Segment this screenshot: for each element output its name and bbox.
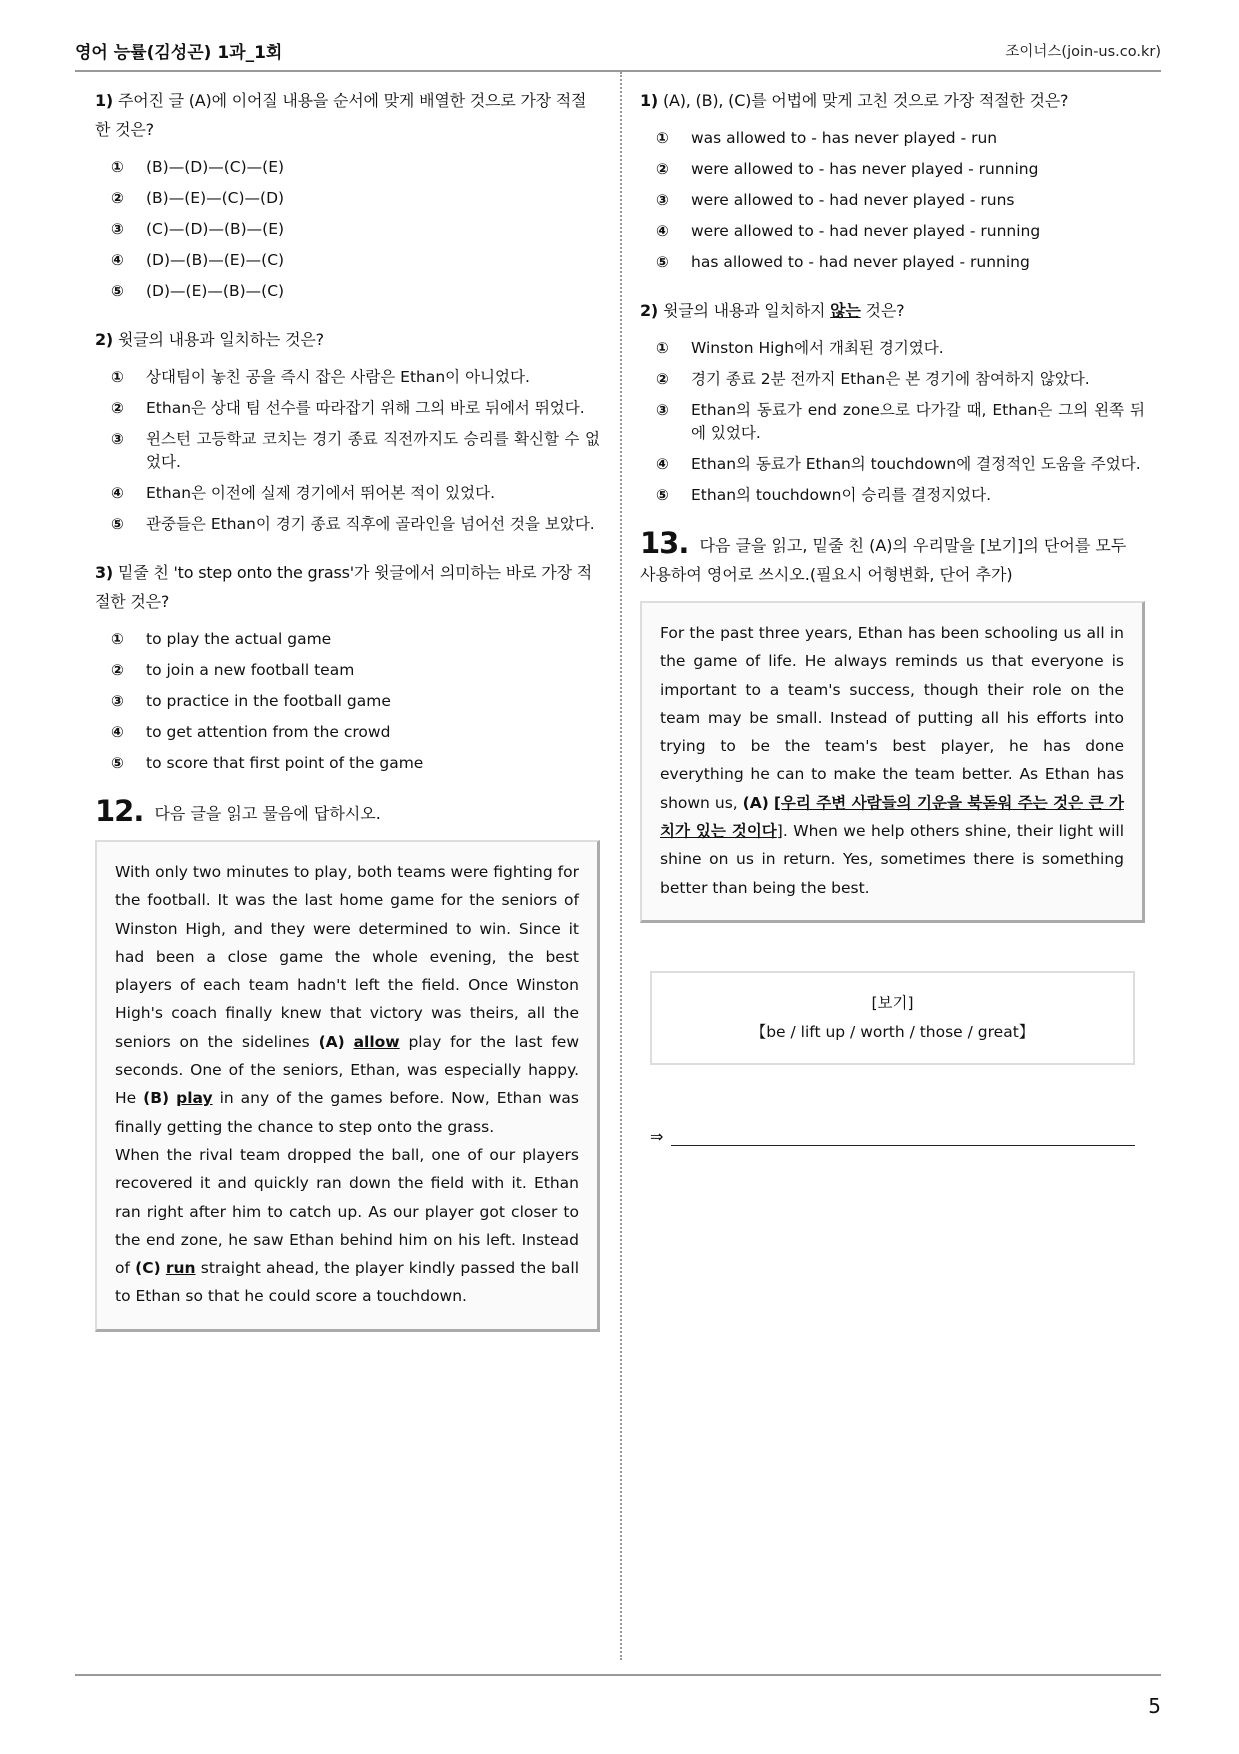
option-text: Ethan의 동료가 end zone으로 다가갈 때, Ethan은 그의 왼쪽 뒤에 있었다. [691, 401, 1145, 442]
question-number: 3) [95, 563, 114, 582]
option-number: ④ [656, 222, 669, 240]
option[interactable] [111, 428, 600, 474]
question-number: 2) [95, 330, 114, 349]
option-text: has allowed to - had never played - running [691, 253, 1030, 271]
option-text: 경기 종료 2분 전까지 Ethan은 본 경기에 참여하지 않았다. [691, 370, 1090, 388]
section-number: 12. [95, 794, 144, 828]
option-text: to practice in the football game [146, 692, 391, 710]
option[interactable] [111, 397, 600, 420]
option-text: (D)—(B)—(E)—(C) [146, 251, 285, 269]
option[interactable] [656, 220, 1145, 243]
question-text: (A), (B), (C)를 어법에 맞게 고친 것으로 가장 적절한 것은? [662, 91, 1069, 110]
emphasis-word: 않는 [830, 301, 861, 320]
arrow-icon: ⇒ [650, 1126, 664, 1146]
question-number: 1) [95, 91, 114, 110]
option-number: ③ [111, 220, 124, 238]
option-text: (C)—(D)—(B)—(E) [146, 220, 285, 238]
section-13-heading [640, 526, 1145, 589]
option[interactable] [111, 249, 600, 272]
option-text: were allowed to - had never played - runs [691, 191, 1015, 209]
option-number: ① [111, 630, 124, 648]
question-text: 윗글의 내용과 일치하는 것은? [117, 330, 324, 349]
option[interactable] [656, 251, 1145, 274]
option-number: ④ [111, 251, 124, 269]
underlined-word-c: run [165, 1259, 196, 1278]
option[interactable] [111, 280, 600, 303]
option-text: (B)—(E)—(C)—(D) [146, 189, 285, 207]
question-text: 밑줄 친 'to step onto the grass'가 윗글에서 의미하는 바로 가장 적절한 것은? [95, 563, 592, 611]
option-number: ⑤ [111, 282, 124, 300]
option-number: ① [111, 158, 124, 176]
answer-line[interactable] [671, 1127, 1135, 1146]
option[interactable] [656, 453, 1145, 476]
question-number: 2) [640, 301, 659, 320]
answer-field[interactable] [650, 1127, 1135, 1146]
option[interactable] [656, 399, 1145, 445]
question-number: 1) [640, 91, 659, 110]
option[interactable] [656, 337, 1145, 360]
option[interactable] [111, 690, 600, 713]
underlined-korean-phrase: [우리 주변 사람들의 기운을 북돋워 주는 것은 큰 가치가 있는 것이다 [660, 793, 1124, 841]
question-2 [640, 296, 1145, 325]
option[interactable] [656, 484, 1145, 507]
section-12-heading [95, 794, 600, 828]
blank-marker-a: (A) [742, 793, 769, 812]
option-number: ② [656, 160, 669, 178]
option-text: Ethan의 touchdown이 승리를 결정지었다. [691, 486, 992, 504]
option[interactable] [111, 513, 600, 536]
blank-marker-c: (C) [135, 1259, 161, 1278]
option-text: to get attention from the crowd [146, 723, 391, 741]
options-list [95, 628, 600, 775]
option-number: ③ [656, 401, 669, 419]
option-number: ② [111, 189, 124, 207]
option-text: (B)—(D)—(C)—(E) [146, 158, 285, 176]
option-number: ① [656, 339, 669, 357]
question-2 [95, 325, 600, 354]
option[interactable] [111, 187, 600, 210]
option-number: ③ [656, 191, 669, 209]
right-column [640, 86, 1145, 1146]
option-text: to join a new football team [146, 661, 355, 679]
option-text: 관중들은 Ethan이 경기 종료 직후에 골라인을 넘어선 것을 보았다. [146, 515, 595, 533]
option[interactable] [111, 628, 600, 651]
page-number: 5 [1148, 1694, 1161, 1718]
option-number: ⑤ [656, 253, 669, 271]
option[interactable] [111, 721, 600, 744]
option[interactable] [111, 218, 600, 241]
question-1 [95, 86, 600, 144]
options-list [640, 127, 1145, 274]
option-number: ④ [111, 723, 124, 741]
option-text: Ethan은 상대 팀 선수를 따라잡기 위해 그의 바로 뒤에서 뛰었다. [146, 399, 585, 417]
passage-text: play for the last few seconds. One of the seniors, Ethan, was especially happy. He [115, 1032, 579, 1108]
section-number: 13. [640, 526, 689, 560]
passage-text: in any of the games before. Now, Ethan was finally getting the chance to step onto the grass. [115, 1089, 580, 1136]
header-title: 영어 능률(김성곤) 1과_1회 [75, 43, 283, 63]
option-number: ⑤ [656, 486, 669, 504]
blank-marker-b: (B) [143, 1089, 170, 1108]
section-instruction: 다음 글을 읽고, 밑줄 친 (A)의 우리말을 [보기]의 단어를 모두 사용하여 영어로 쓰시오.(필요시 어형변화, 단어 추가) [640, 536, 1127, 584]
option-number: ⑤ [111, 515, 124, 533]
passage-text: When the rival team dropped the ball, one of our players recovered it and quickly ran down the field with it. Ethan ran right after him to catch up. As our player got closer to the end zone, he saw Ethan behind him on his left. Instead of [115, 1145, 579, 1278]
question-1 [640, 86, 1145, 115]
question-text: 것은? [860, 301, 905, 320]
passage-text: For the past three years, Ethan has been schooling us all in the game of life. He always reminds us that everyone is important to a team's success, though their role on the team may be small. Instead of putting all his efforts into trying to be the team's best player, he has done everything he can to make the team better. As Ethan has shown us, [660, 624, 1124, 812]
header-site: 조이너스(join-us.co.kr) [1005, 44, 1161, 60]
option-number: ③ [111, 692, 124, 710]
passage-text: straight ahead, the player kindly passed the ball to Ethan so that he could score a touchdown. [115, 1259, 579, 1306]
option[interactable] [656, 158, 1145, 181]
option[interactable] [111, 156, 600, 179]
option-text: (D)—(E)—(B)—(C) [146, 282, 285, 300]
option-text: were allowed to - had never played - running [691, 222, 1041, 240]
option-number: ④ [111, 484, 124, 502]
option-text: were allowed to - has never played - running [691, 160, 1039, 178]
option[interactable] [111, 752, 600, 775]
option-number: ③ [111, 430, 124, 448]
question-text: 주어진 글 (A)에 이어질 내용을 순서에 맞게 배열한 것으로 가장 적절한 것은? [95, 91, 587, 139]
reading-passage-12 [95, 840, 600, 1332]
reading-passage-13 [640, 601, 1145, 923]
column-divider [620, 72, 622, 1660]
option[interactable] [656, 189, 1145, 212]
underlined-word-b: play [176, 1089, 213, 1108]
option-text: to play the actual game [146, 630, 332, 648]
passage-text: With only two minutes to play, both teams were fighting for the football. It was the last home game for the seniors of Winston High, and they were determined to win. Since it had been a close game the whole evening, the best players of each team hadn't left the field. Once Winston High's coach finally knew that victory was theirs, all the seniors on the sidelines [115, 863, 579, 1051]
options-list [95, 366, 600, 536]
footer-rule [75, 1674, 1161, 1676]
question-3 [95, 558, 600, 616]
option-text: 윈스턴 고등학교 코치는 경기 종료 직전까지도 승리를 확신할 수 없었다. [146, 430, 600, 471]
option-text: Ethan은 이전에 실제 경기에서 뛰어본 적이 있었다. [146, 484, 496, 502]
option[interactable] [111, 366, 600, 389]
word-bank-label: [보기] [871, 993, 914, 1012]
word-bank-box [650, 971, 1135, 1065]
option[interactable] [111, 659, 600, 682]
option-number: ① [656, 129, 669, 147]
option[interactable] [656, 368, 1145, 391]
left-column [95, 86, 600, 1332]
option-text: 상대팀이 놓친 공을 즉시 잡은 사람은 Ethan이 아니었다. [146, 368, 530, 386]
options-list [640, 337, 1145, 507]
header-rule [75, 70, 1161, 72]
underlined-word-a: allow [353, 1032, 400, 1051]
blank-marker-a: (A) [318, 1032, 345, 1051]
option-text: to score that first point of the game [146, 754, 424, 772]
option[interactable] [111, 482, 600, 505]
section-instruction: 다음 글을 읽고 물음에 답하시오. [154, 804, 381, 823]
option-number: ② [111, 661, 124, 679]
word-bank-words: 【be / lift up / worth / those / great】 [750, 1022, 1035, 1041]
options-list [95, 156, 600, 303]
option-number: ② [111, 399, 124, 417]
question-text: 윗글의 내용과 일치하지 [662, 301, 831, 320]
option[interactable] [656, 127, 1145, 150]
passage-text: ]. When we help others shine, their light will shine on us in return. Yes, sometimes there is something better than being the best. [660, 822, 1125, 897]
option-number: ② [656, 370, 669, 388]
option-text: Winston High에서 개최된 경기였다. [691, 339, 944, 357]
option-number: ④ [656, 455, 669, 473]
option-text: was allowed to - has never played - run [691, 129, 998, 147]
option-text: Ethan의 동료가 Ethan의 touchdown에 결정적인 도움을 주었다. [691, 455, 1141, 473]
option-number: ① [111, 368, 124, 386]
option-number: ⑤ [111, 754, 124, 772]
